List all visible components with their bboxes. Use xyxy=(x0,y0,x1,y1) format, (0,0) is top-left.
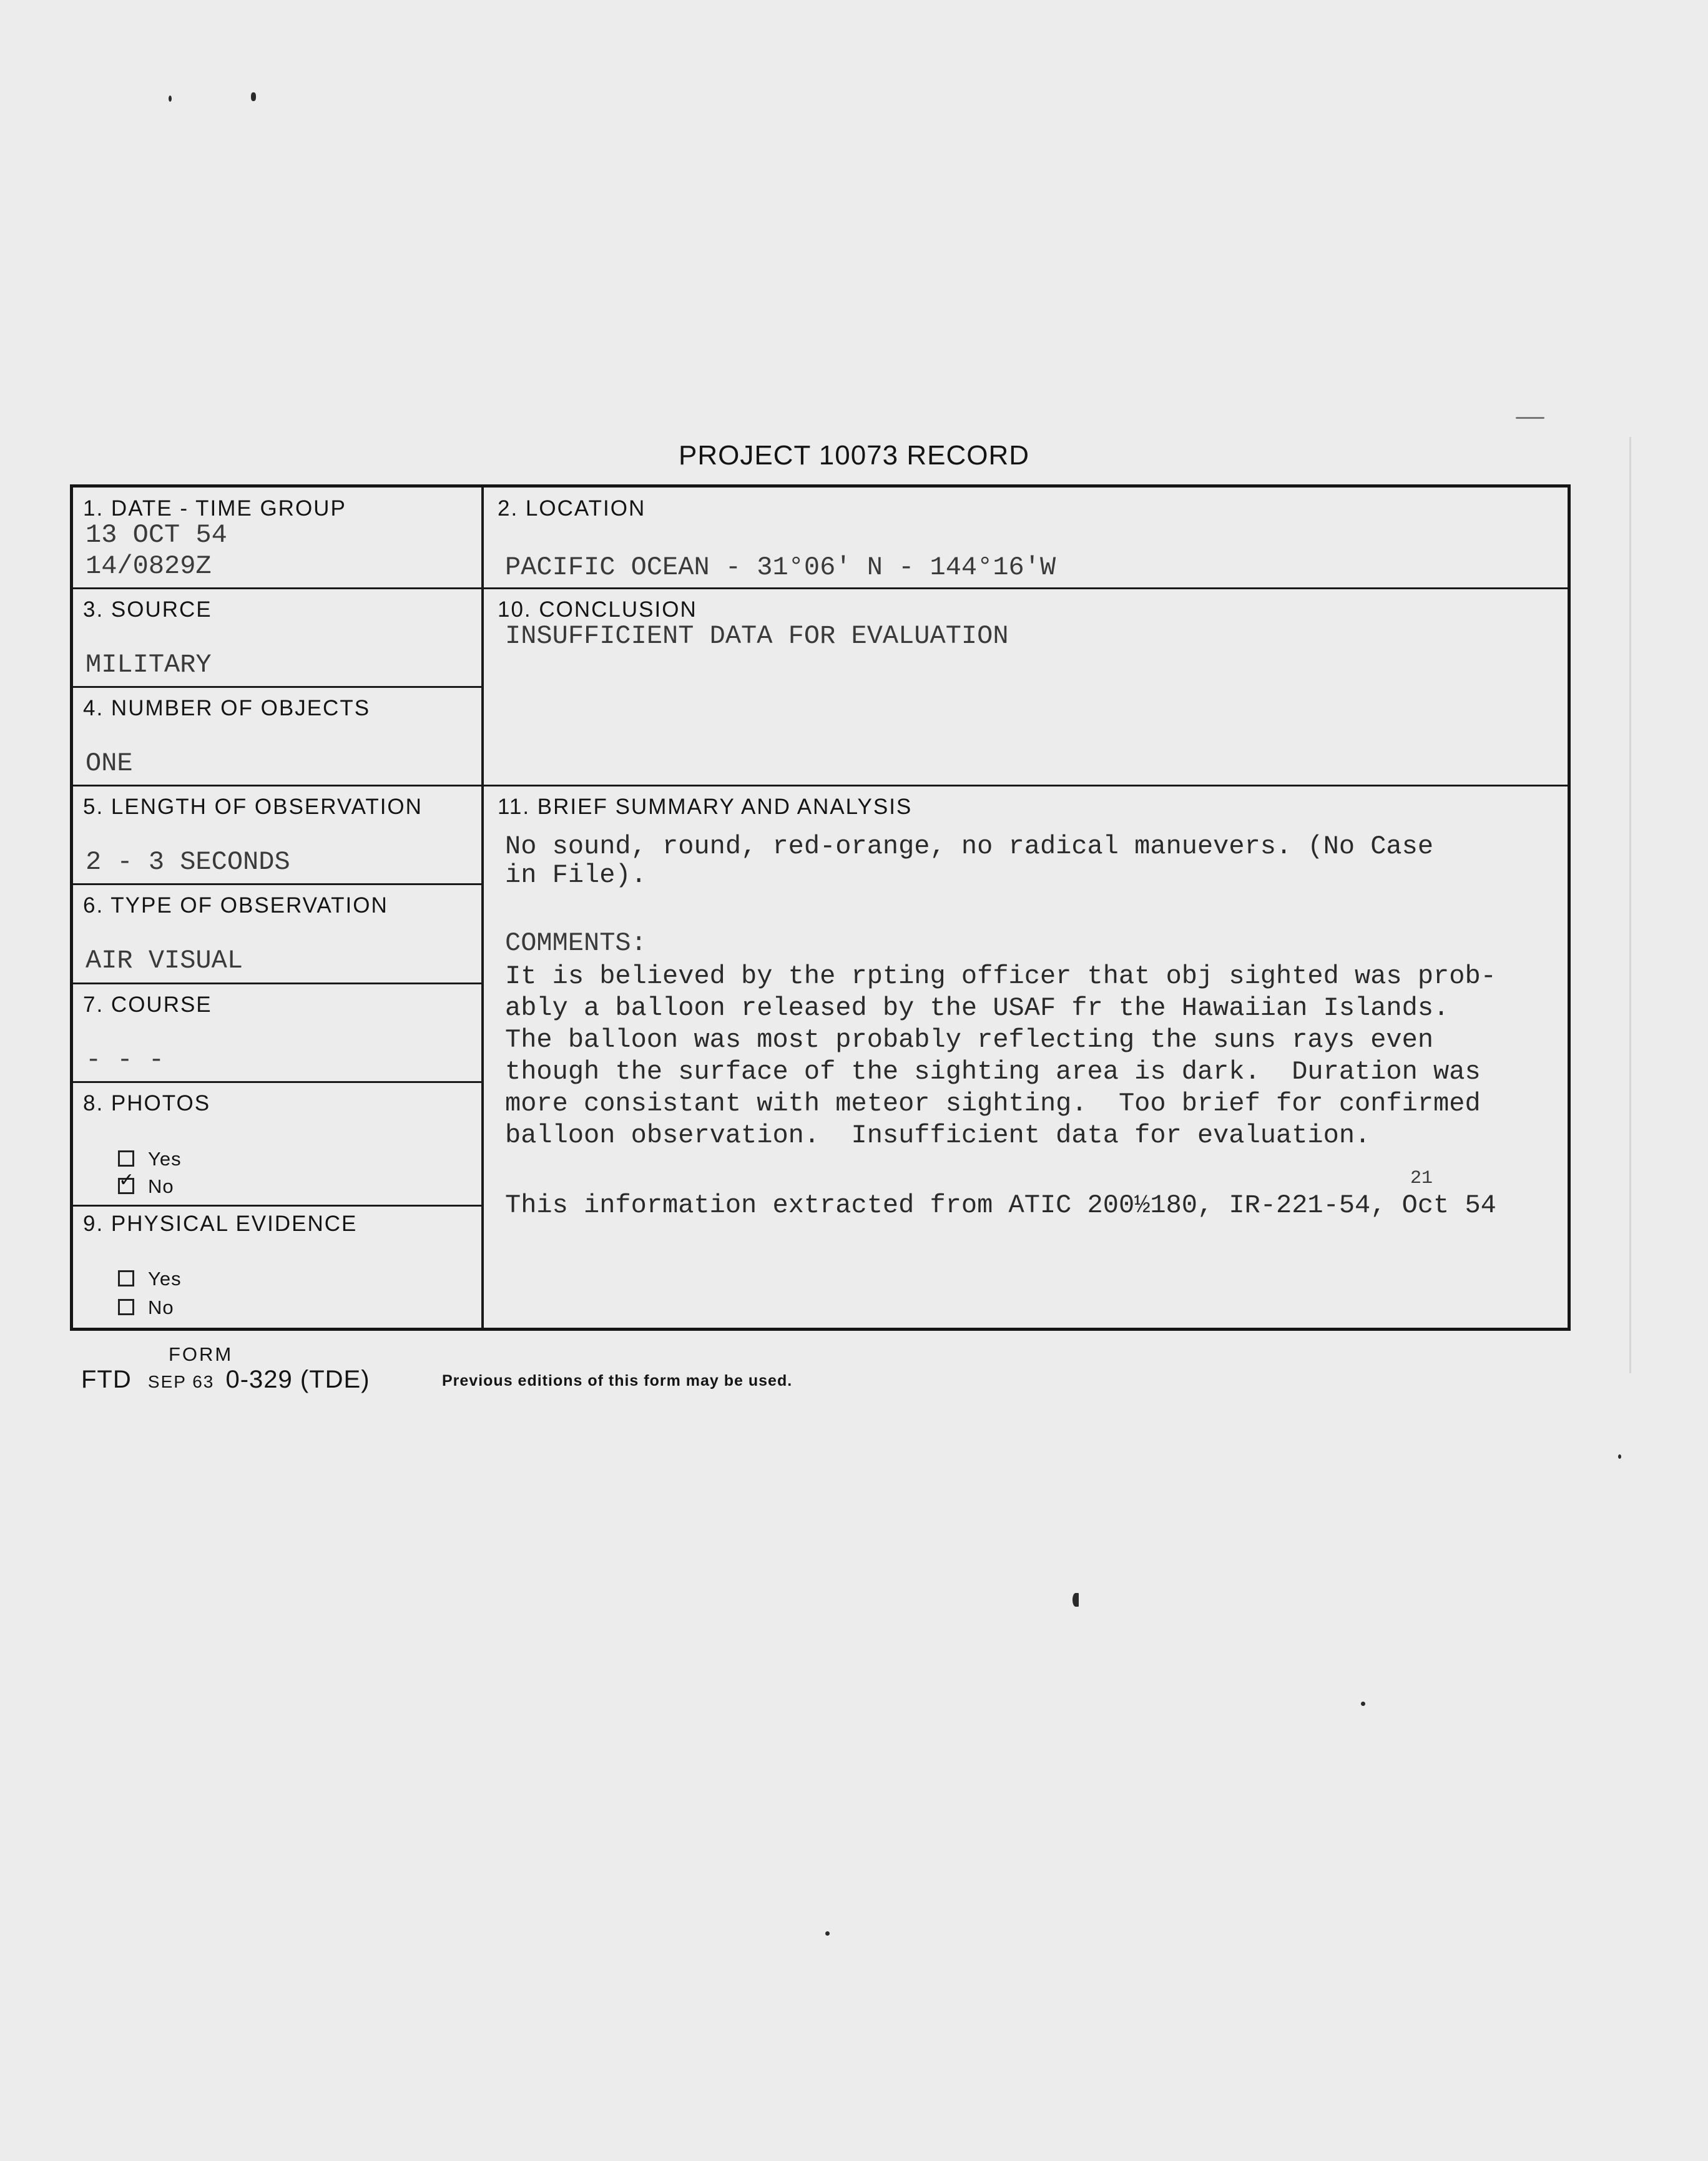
scan-speck xyxy=(169,96,172,102)
comments-text: It is believed by the rpting officer that obj sighted was prob- ably a balloon released by the USAF fr the Hawaiian Islands. The balloon was most probably reflecting the suns rays even though the surface of the sighting area is dark. Duration was more consistant with meteor sighting. Too brief for confirmed balloon observation. Insufficient data for evaluation. xyxy=(505,961,1496,1150)
photos-yes-checkbox[interactable] xyxy=(118,1150,134,1167)
location-value: PACIFIC OCEAN - 31°06' N - 144°16'W xyxy=(505,552,1056,582)
course-value: - - - xyxy=(86,1045,165,1075)
row-divider xyxy=(73,883,481,885)
date-value: 13 OCT 54 xyxy=(86,520,227,550)
footer-date: SEP 63 xyxy=(147,1372,215,1391)
physical-evidence-label: 9. PHYSICAL EVIDENCE xyxy=(83,1212,358,1236)
source-value: MILITARY xyxy=(86,650,212,680)
physical-yes-checkbox[interactable] xyxy=(118,1270,134,1286)
comments-heading: COMMENTS: xyxy=(505,928,647,958)
course-label: 7. COURSE xyxy=(83,992,212,1017)
scan-speck xyxy=(1361,1702,1365,1706)
type-of-observation-label: 6. TYPE OF OBSERVATION xyxy=(83,893,388,918)
scan-speck xyxy=(1516,417,1544,419)
number-of-objects-label: 4. NUMBER OF OBJECTS xyxy=(83,696,371,720)
length-of-observation-label: 5. LENGTH OF OBSERVATION xyxy=(83,795,423,819)
location-label: 2. LOCATION xyxy=(498,496,646,521)
physical-yes-label: Yes xyxy=(148,1268,182,1290)
time-group-value: 14/0829Z xyxy=(86,551,212,581)
physical-yes-option[interactable] xyxy=(118,1268,182,1290)
row-divider xyxy=(73,982,481,984)
source-label: 3. SOURCE xyxy=(83,597,212,622)
source-date-insert: 21 xyxy=(1410,1168,1433,1189)
date-time-label: 1. DATE - TIME GROUP xyxy=(83,496,346,521)
footer-note: Previous editions of this form may be used. xyxy=(442,1372,793,1389)
page-title: PROJECT 10073 RECORD xyxy=(678,440,1030,471)
row-divider xyxy=(73,686,481,688)
row-divider xyxy=(73,1205,481,1207)
row-divider xyxy=(73,587,1568,589)
photos-no-label: No xyxy=(148,1175,174,1197)
footer-ftd: FTD xyxy=(81,1366,132,1393)
summary-label: 11. BRIEF SUMMARY AND ANALYSIS xyxy=(498,795,913,819)
physical-no-checkbox[interactable] xyxy=(118,1299,134,1315)
physical-no-label: No xyxy=(148,1296,174,1318)
column-divider xyxy=(481,488,484,1328)
scan-speck xyxy=(1618,1454,1621,1459)
conclusion-label: 10. CONCLUSION xyxy=(498,597,697,622)
photos-yes-option[interactable] xyxy=(118,1148,182,1170)
photos-no-checkbox[interactable] xyxy=(118,1178,134,1194)
scan-edge xyxy=(1629,437,1631,1373)
row-divider xyxy=(73,1081,481,1083)
length-of-observation-value: 2 - 3 SECONDS xyxy=(86,847,290,877)
footer-form-label: FORM xyxy=(169,1343,233,1365)
footer-form-id xyxy=(81,1366,370,1394)
photos-yes-label: Yes xyxy=(148,1148,182,1170)
record-form xyxy=(70,484,1571,1331)
scan-speck xyxy=(251,92,256,101)
physical-no-option[interactable] xyxy=(118,1296,174,1319)
source-reference: This information extracted from ATIC 200½180, IR-221-54, Oct 54 xyxy=(505,1190,1496,1220)
row-divider xyxy=(73,785,1568,786)
scan-speck xyxy=(1072,1593,1079,1607)
scan-speck xyxy=(825,1931,830,1936)
number-of-objects-value: ONE xyxy=(86,748,133,778)
photos-label: 8. PHOTOS xyxy=(83,1091,211,1115)
type-of-observation-value: AIR VISUAL xyxy=(86,946,243,976)
photos-no-option[interactable] xyxy=(118,1175,174,1198)
footer-number: 0-329 (TDE) xyxy=(225,1366,370,1393)
summary-text: No sound, round, red-orange, no radical manuevers. (No Case in File). xyxy=(505,831,1434,890)
conclusion-value: INSUFFICIENT DATA FOR EVALUATION xyxy=(505,621,1009,651)
